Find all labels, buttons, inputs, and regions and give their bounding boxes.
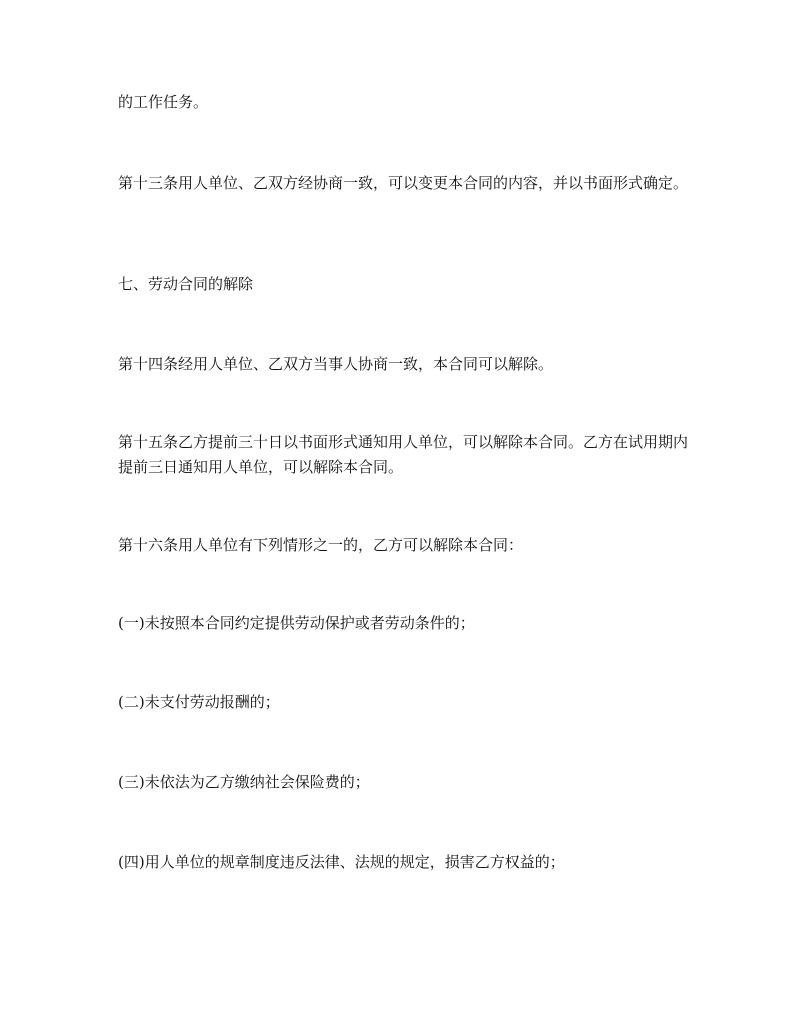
paragraph-article-13: 第十三条用人单位、乙双方经协商一致，可以变更本合同的内容，并以书面形式确定。 [118, 174, 689, 192]
list-item-2: (二)未支付劳动报酬的； [118, 693, 280, 711]
paragraph-article-15: 第十五条乙方提前三十日以书面形式通知用人单位，可以解除本合同。乙方在试用期内提前三日通知用人单位，可以解除本合同。 [118, 433, 689, 476]
paragraph-article-14: 第十四条经用人单位、乙双方当事人协商一致，本合同可以解除。 [118, 355, 554, 373]
paragraph-work-task-end: 的工作任务。 [118, 93, 209, 111]
list-item-4: (四)用人单位的规章制度违反法律、法规的规定，损害乙方权益的； [118, 853, 565, 871]
section-heading-termination: 七、劳动合同的解除 [118, 275, 254, 293]
list-item-1: (一)未按照本合同约定提供劳动保护或者劳动条件的； [118, 614, 475, 632]
list-item-3: (三)未依法为乙方缴纳社会保险费的； [118, 773, 370, 791]
paragraph-article-16: 第十六条用人单位有下列情形之一的，乙方可以解除本合同： [118, 536, 524, 554]
